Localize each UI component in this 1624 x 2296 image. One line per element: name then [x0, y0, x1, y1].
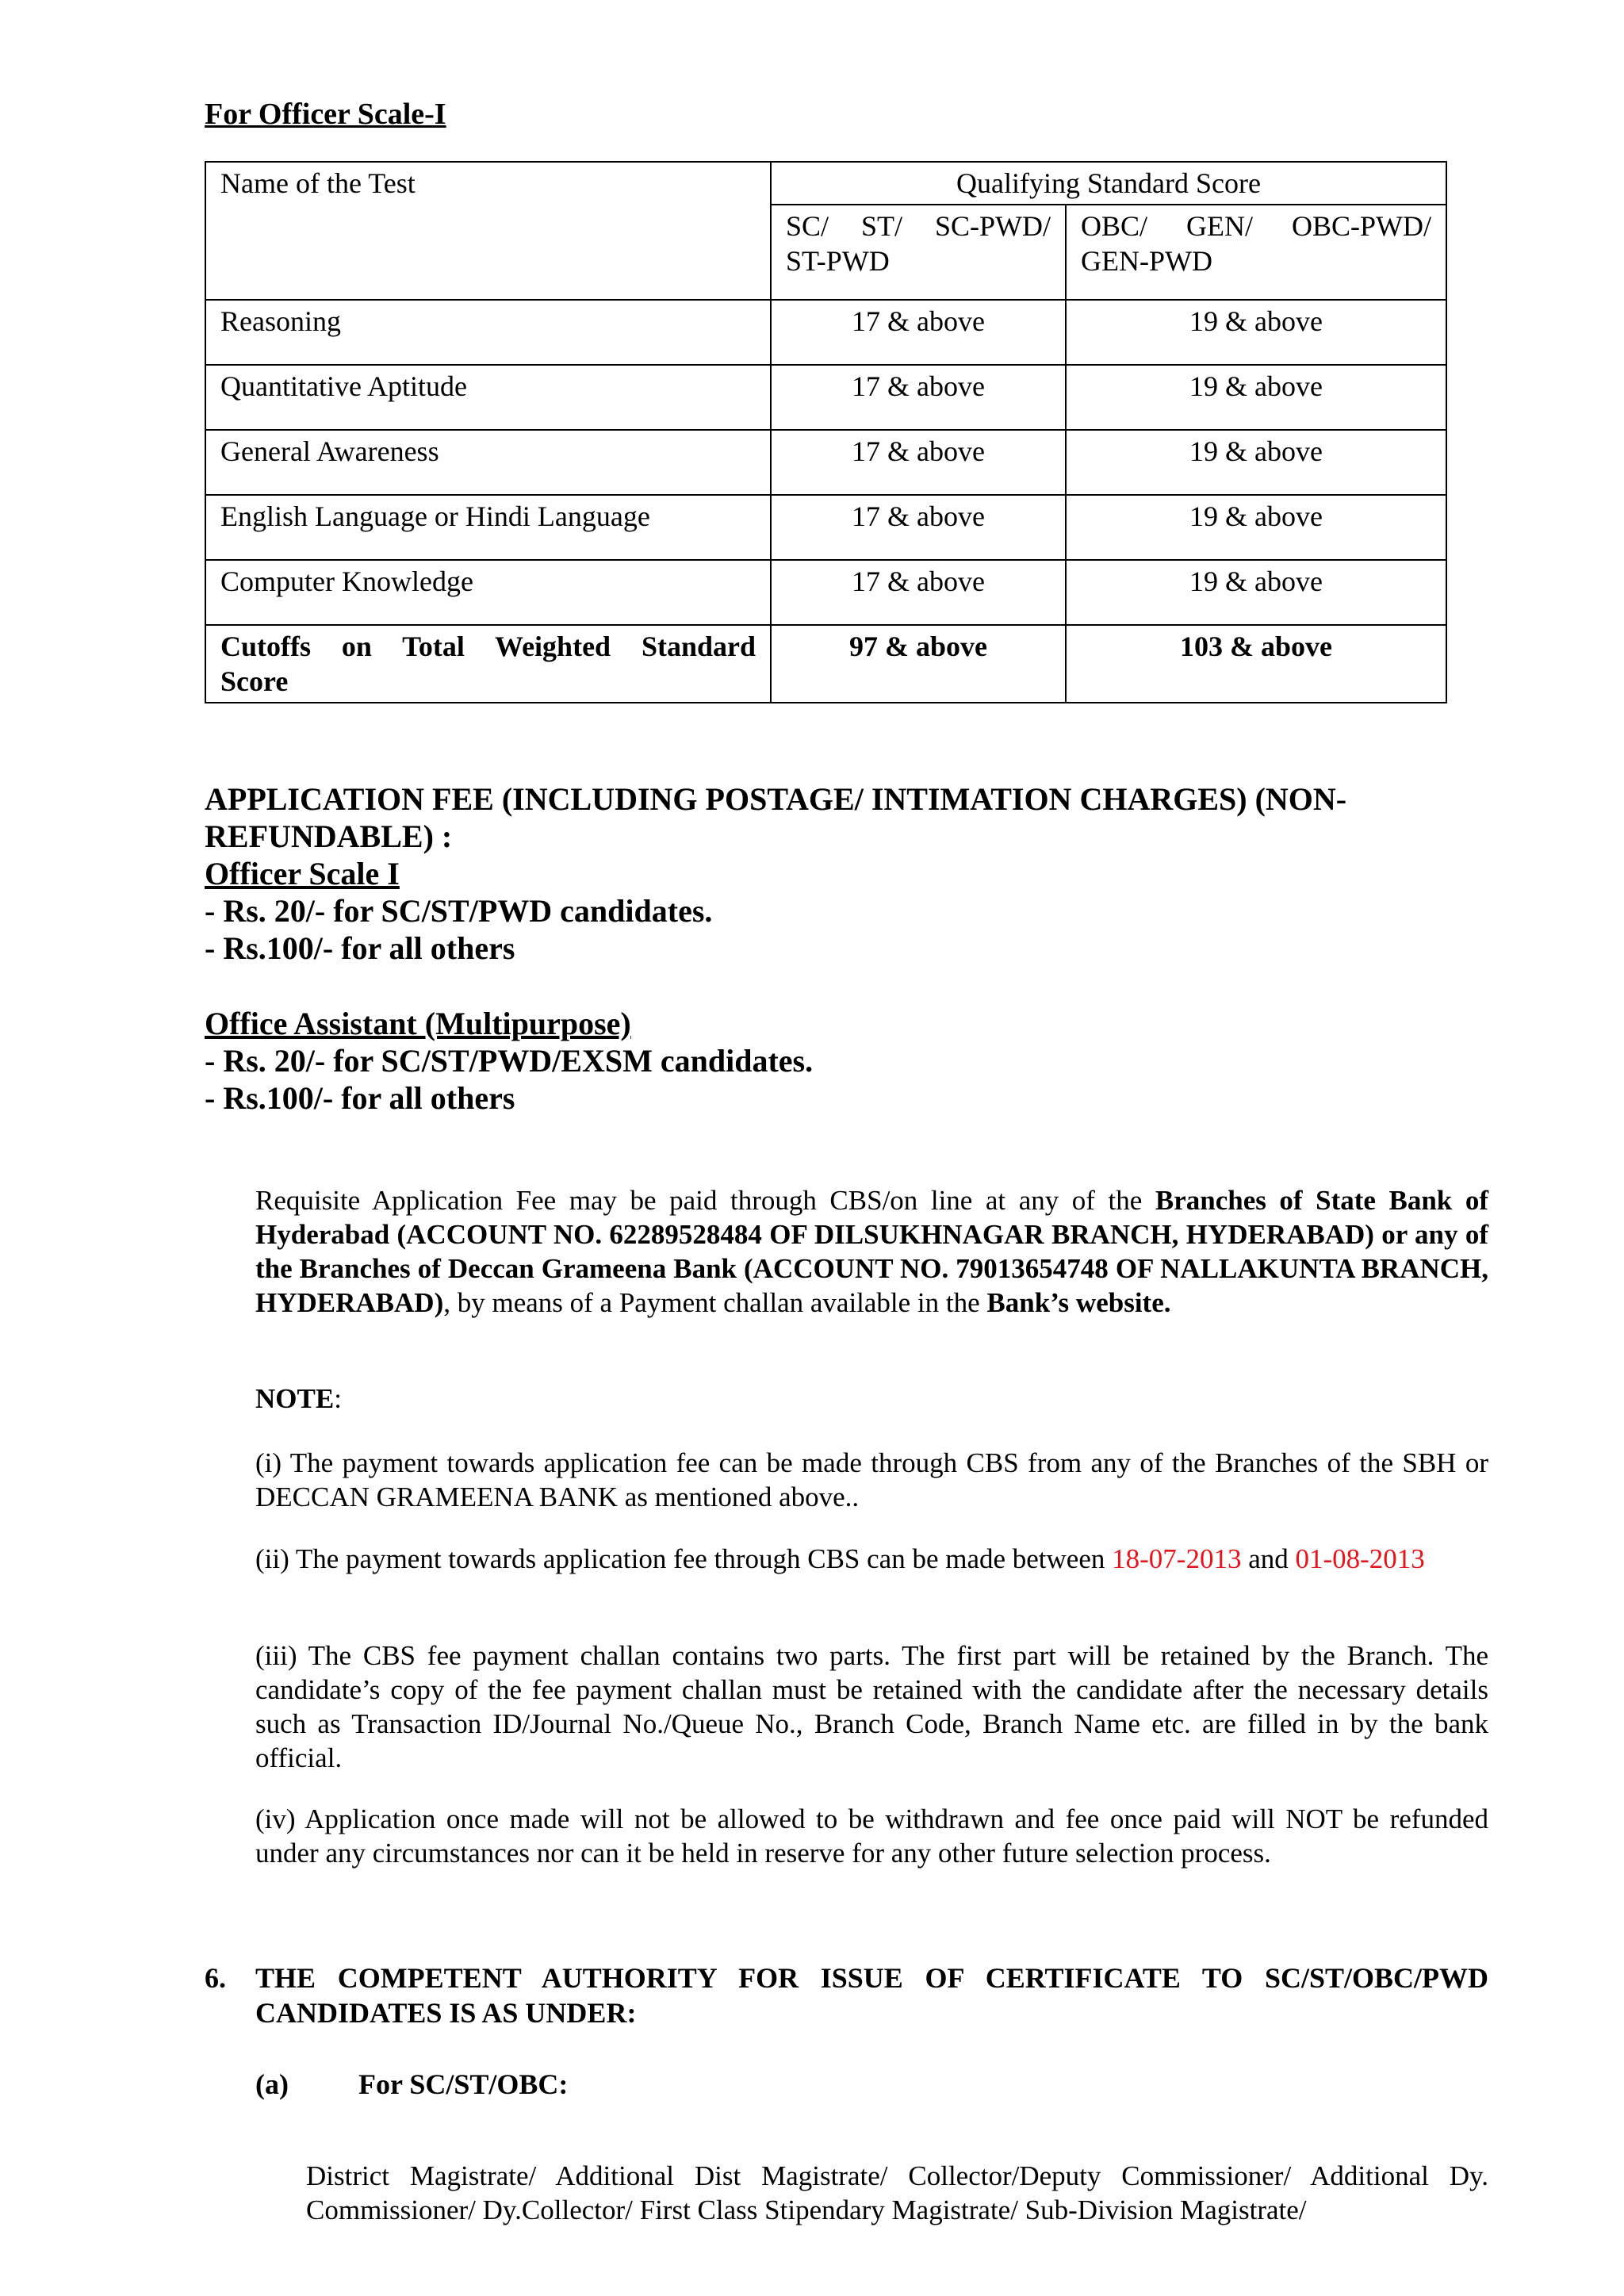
test-name-cell: English Language or Hindi Language: [205, 495, 771, 560]
note-label: NOTE:: [255, 1383, 342, 1414]
cutoff-score-cell: 103 & above: [1066, 625, 1446, 703]
application-fee-section: [205, 780, 1450, 1117]
test-name-cell: General Awareness: [205, 430, 771, 495]
section-number: 6.: [205, 1962, 226, 1994]
header-sc-st: SC/ ST/ SC-PWD/ ST-PWD: [771, 205, 1066, 300]
cutoff-label-cell: Cutoffs on Total Weighted Standard Score: [205, 625, 771, 703]
fee-item: - Rs.100/- for all others: [205, 930, 515, 966]
note-item-1: (i) The payment towards application fee can be made through CBS from any of the Branches of the SBH or DECCAN GRAMEENA BANK as mentioned above..: [255, 1447, 1488, 1512]
table-row: [205, 560, 1446, 625]
section-6-heading: THE COMPETENT AUTHORITY FOR ISSUE OF CERTIFICATE TO SC/ST/OBC/PWD CANDIDATES IS AS UNDER:: [255, 1962, 1488, 2029]
start-date: 18-07-2013: [1112, 1543, 1242, 1574]
score-cell: 17 & above: [771, 300, 1066, 365]
subsection-title: For SC/ST/OBC:: [358, 2068, 569, 2100]
table-row: [205, 365, 1446, 430]
cutoff-row: [205, 625, 1446, 703]
test-name-cell: Computer Knowledge: [205, 560, 771, 625]
end-date: 01-08-2013: [1295, 1543, 1425, 1574]
score-cell: 19 & above: [1066, 495, 1446, 560]
note-item-4: (iv) Application once made will not be allowed to be withdrawn and fee once paid will NOT be refunded under any circumstances nor can it be held in reserve for any other future selection process.: [255, 1803, 1488, 1869]
score-cell: 17 & above: [771, 365, 1066, 430]
note-item-2: (ii) The payment towards application fee through CBS can be made between 18-07-2013 and 01-08-2013: [255, 1543, 1425, 1574]
score-cell: 19 & above: [1066, 300, 1446, 365]
test-name-cell: Reasoning: [205, 300, 771, 365]
subsection-label: (a): [255, 2068, 289, 2100]
officer-fee-title: Officer Scale I: [205, 856, 400, 891]
assistant-fee-title: Office Assistant (Multipurpose): [205, 1006, 631, 1041]
header-qualifying-score: Qualifying Standard Score: [771, 162, 1446, 205]
score-cell: 19 & above: [1066, 430, 1446, 495]
cutoff-score-cell: 97 & above: [771, 625, 1066, 703]
qualifying-score-table: [205, 161, 1447, 703]
payment-paragraph: Requisite Application Fee may be paid through CBS/on line at any of the Branches of State Bank of Hyderabad (ACCOUNT NO. 62289528484 OF DILSUKHNAGAR BRANCH, HYDERABAD) or any of the Branches of Deccan Grameena Bank (ACCOUNT NO. 79013654748 OF NALLAKUNTA BRANCH, HYDERABAD), by means of a Payment challan available in the Bank’s website.: [255, 1185, 1488, 1318]
fee-item: - Rs.100/- for all others: [205, 1080, 515, 1116]
score-cell: 17 & above: [771, 560, 1066, 625]
score-cell: 17 & above: [771, 495, 1066, 560]
test-name-cell: Quantitative Aptitude: [205, 365, 771, 430]
officer-scale-heading: For Officer Scale-I: [205, 98, 446, 131]
header-test-name: Name of the Test: [205, 162, 771, 300]
score-cell: 19 & above: [1066, 560, 1446, 625]
fee-item: - Rs. 20/- for SC/ST/PWD/EXSM candidates.: [205, 1043, 814, 1079]
note-item-3: (iii) The CBS fee payment challan contains two parts. The first part will be retained by the Branch. The candidate’s copy of the fee payment challan must be retained with the candidate after the necessary details such as Transaction ID/Journal No./Queue No., Branch Code, Branch Name etc. are filled in by the bank official.: [255, 1640, 1488, 1773]
table-row: [205, 430, 1446, 495]
score-cell: 17 & above: [771, 430, 1066, 495]
table-row: [205, 495, 1446, 560]
authority-text: District Magistrate/ Additional Dist Magistrate/ Collector/Deputy Commissioner/ Additional Dy. Commissioner/ Dy.Collector/ First Class Stipendary Magistrate/ Sub-Division Magistrate/: [306, 2160, 1488, 2225]
fee-item: - Rs. 20/- for SC/ST/PWD candidates.: [205, 893, 713, 929]
score-cell: 19 & above: [1066, 365, 1446, 430]
fee-heading-cont: REFUNDABLE) :: [205, 818, 453, 854]
table-row: [205, 300, 1446, 365]
header-obc-gen: OBC/ GEN/ OBC-PWD/ GEN-PWD: [1066, 205, 1446, 300]
fee-heading: APPLICATION FEE (INCLUDING POSTAGE/ INTIMATION CHARGES) (NON-: [205, 781, 1347, 817]
